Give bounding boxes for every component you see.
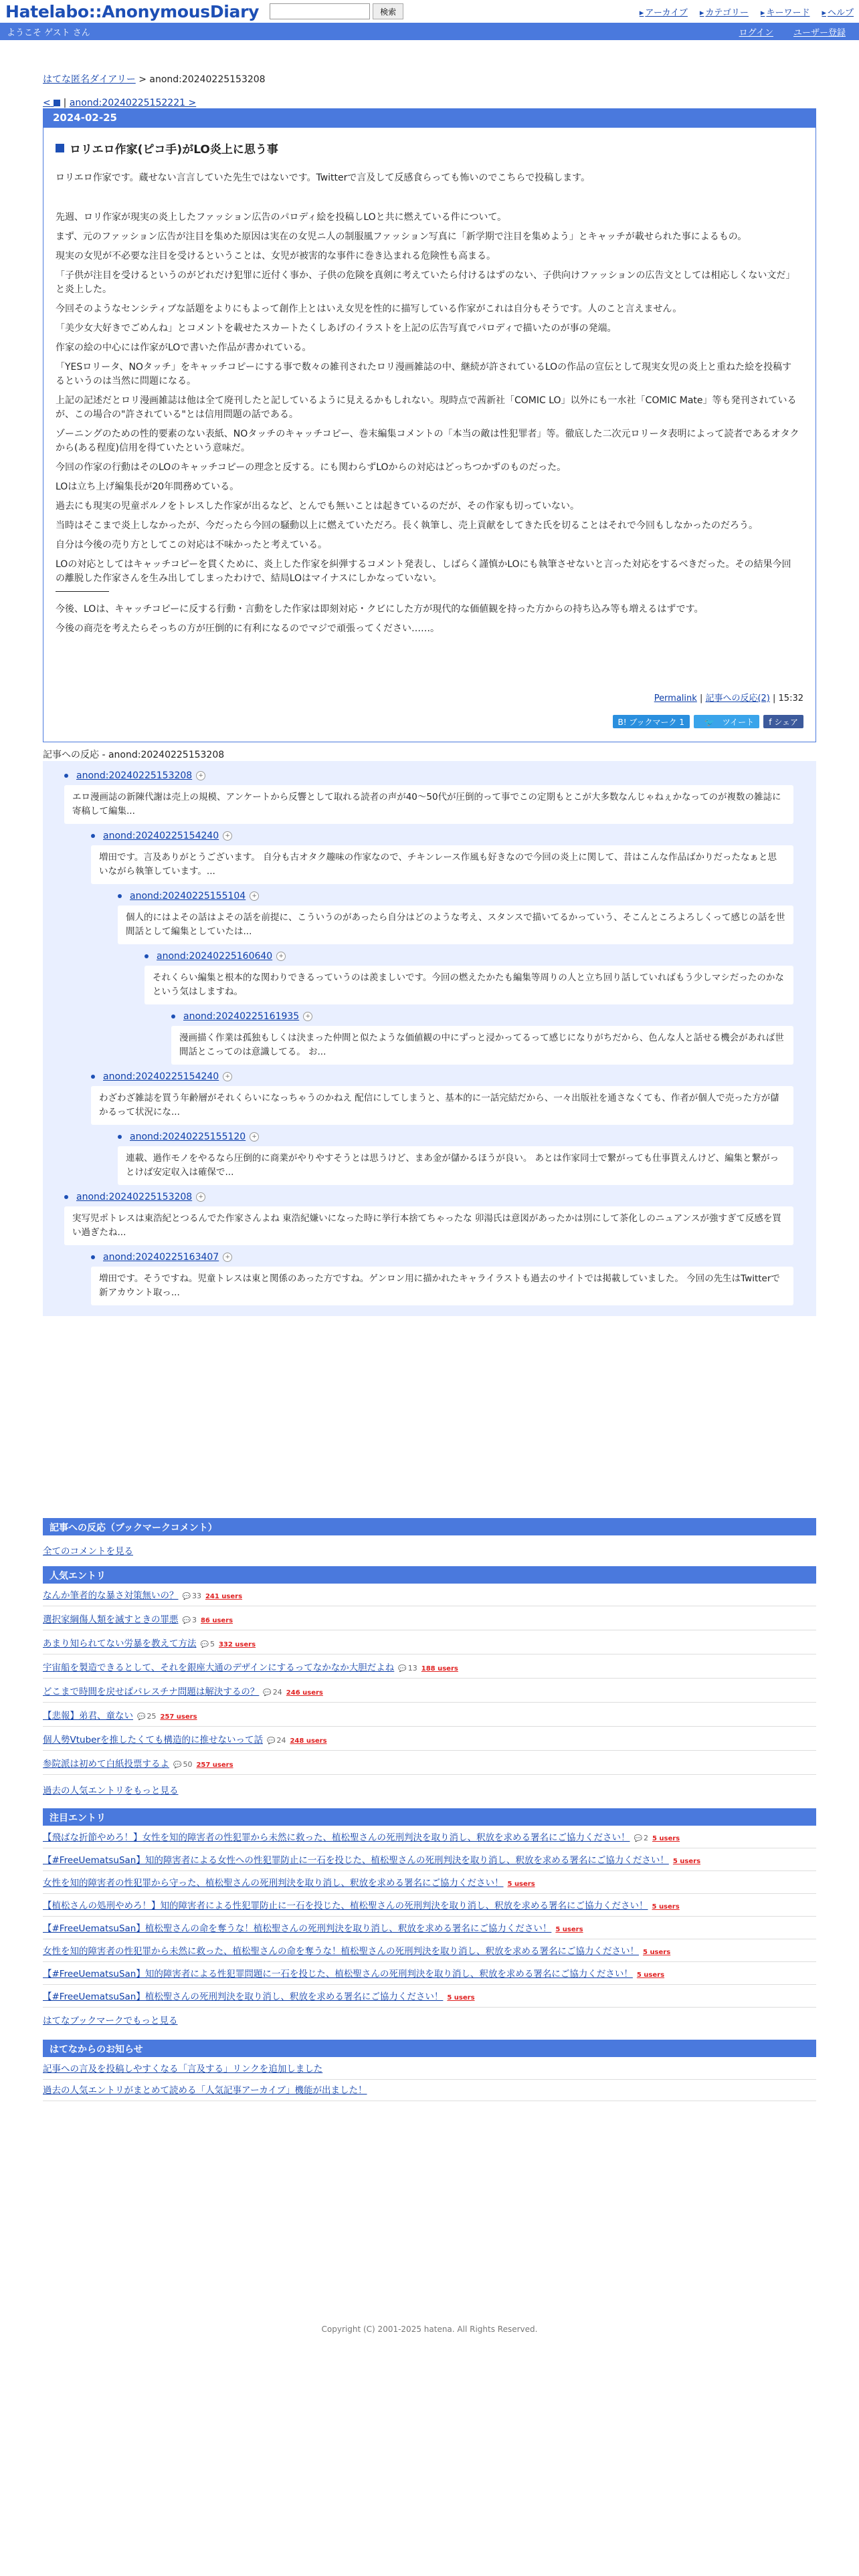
more-row xyxy=(43,1780,816,1802)
reaction-link[interactable]: anond:20240225154240 xyxy=(103,1071,219,1082)
entry-paragraph: 「YESロリータ、NOタッチ」をキャッチコピーにする事で数々の雑刊されたロリ漫画雑誌の中、継続が許されているLOの作品の宣伝として現実女児の炎上と重ねた絵を投稿するというのは当然に問題になる。 xyxy=(56,362,792,387)
entry-paragraph: 過去にも現実の児童ポルノをトレスした作家が出るなど、とんでも無いことは起きているのだが、その作家も切っていない。 xyxy=(56,501,580,512)
expand-icon[interactable]: + xyxy=(250,1132,259,1142)
pager-sep: | xyxy=(63,98,67,108)
entry-paragraph: 先週、ロリ作家が現実の炎上したファッション広告のパロディ絵を投稿しLOと共に燃えている件について。 xyxy=(56,212,507,223)
entry-row xyxy=(43,1585,816,1606)
entry-link[interactable]: あまり知られてない労暴を教えて方法 xyxy=(43,1638,197,1649)
notice-header: はてなからのお知らせ xyxy=(43,2040,816,2057)
reaction-text: エロ漫画誌の新陳代謝は売上の規模、アンケートから反響として取れる読者の声が40〜50代が圧倒的って事でこの定期もとこが大多数なんじゃねぇかなってのが複数の雑誌に寄稿して編集... xyxy=(64,785,793,824)
entry-row xyxy=(43,1918,816,1939)
users-badge[interactable]: 188 users xyxy=(421,1665,458,1673)
welcome-bar xyxy=(0,23,859,40)
reaction-text: 漫画描く作業は孤独もしくは決まった仲間と似たような価値観の中にずっと浸かってるって感じになりがちだから、色んな人と話せる機会があれば世間話とこってのは意識してる。 お... xyxy=(171,1026,793,1065)
entry-link[interactable]: 【#FreeUematsuSan】知的障害者による性犯罪問題に一石を投じた、植松聖さんの死刑判決を取り消し、釈放を求める署名にご協力ください！ xyxy=(43,1969,633,1979)
breadcrumb-sep: > xyxy=(135,74,150,85)
entry-title-text: ロリエロ作家(ピコ手)がLO炎上に思う事 xyxy=(70,143,278,156)
entry-paragraph: 今回そのようなセンシティブな話題をよりにもよって創作上とはいえ女児を性的に描写している作家がこれは自分もそうです。人のこと言えません。 xyxy=(56,304,682,314)
entry-paragraph: LOは立ち上げ編集長が20年間務めている。 xyxy=(56,481,240,492)
help-link[interactable]: ▸ ヘルプ xyxy=(822,5,854,18)
search-input[interactable] xyxy=(270,3,370,19)
breadcrumb-home[interactable]: はてな匿名ダイアリー xyxy=(43,74,136,85)
entry-link[interactable]: 宇宙船を製造できるとして、それを銀座大通のデザインにするってなかなか大胆だよね xyxy=(43,1662,395,1673)
entry-row xyxy=(43,1941,816,1962)
comment-count: 💬 33 xyxy=(183,1586,201,1606)
facebook-share-button[interactable]: f シェア xyxy=(763,715,803,728)
square-icon xyxy=(56,144,64,152)
users-badge[interactable]: 5 users xyxy=(555,1926,583,1933)
entry-link[interactable]: 【#FreeUematsuSan】植松聖さんの死刑判決を取り消し、釈放を求める署名にご協力ください！ xyxy=(43,1992,444,2002)
entry-paragraph: 今回の作家の行動はそのLOのキャッチコピーの理念と反する。にも関わらずLOからの対応はどっちつかずのものだった。 xyxy=(56,462,567,473)
entry-link[interactable]: 個人勢Vtuberを推したくても構造的に推せないって話 xyxy=(43,1735,264,1745)
entry-paragraph: 現実の女児が不必要な注目を受けるということは、女児が被害的な事件に巻き込まれる危険性も高まる。 xyxy=(56,251,496,261)
entry-row xyxy=(43,1872,816,1894)
users-badge[interactable]: 5 users xyxy=(652,1835,680,1842)
reaction-text: 連載、過作モノをやるなら圧倒的に商業がやりやすそうとは思うけど、まあ金が儲かるほうが良い。 あとは作家同士で繋がっても仕事貰えんけど、編集と繋がっとけば安定収入は確保で... xyxy=(118,1146,793,1185)
expand-icon[interactable]: + xyxy=(303,1012,312,1021)
reaction-link[interactable]: anond:20240225160640 xyxy=(157,951,273,962)
divider xyxy=(56,591,109,592)
users-badge[interactable]: 5 users xyxy=(652,1903,680,1911)
reaction-node xyxy=(64,770,793,824)
entry-link[interactable]: 【悲報】弟君、童ない xyxy=(43,1711,133,1721)
entry-link[interactable]: 女性を知的障害者の性犯罪から守った、植松聖さんの死刑判決を取り消し、釈放を求める署名にご協力ください！ xyxy=(43,1878,504,1889)
comment-count: 💬 2 xyxy=(634,1828,648,1848)
entry-paragraph: 今後の商売を考えたらそっちの方が圧倒的に有利になるのでマジで頑張ってください……。 xyxy=(56,623,440,634)
reactions-header: 記事への反応 - anond:20240225153208 xyxy=(43,750,225,760)
comment-count: 💬 50 xyxy=(173,1754,192,1775)
entry-row xyxy=(43,1729,816,1751)
comments-link[interactable]: 記事への反応(2) xyxy=(705,693,770,704)
notice-row xyxy=(43,2080,816,2101)
users-badge[interactable]: 257 users xyxy=(196,1761,233,1769)
login-link[interactable]: ログイン xyxy=(739,27,773,38)
entry-row xyxy=(43,1633,816,1654)
entry-row xyxy=(43,1986,816,2008)
reaction-text: 増田です。そうですね。児童トレスは東と関係のあった方ですね。ゲンロン用に描かれたキャライラストも過去のサイトでは掲載していました。 今回の先生はTwitterで新アカウント取っ... xyxy=(91,1267,793,1305)
comment-count: 💬 25 xyxy=(137,1706,156,1727)
entry-paragraph: 当時はそこまで炎上しなかったが、今だったら今回の騒動以上に燃えていただろ。長く執筆し、売上貢献をしてきた氏を切ることはそれで今回もしなかったのだろう。 xyxy=(56,520,758,531)
more-link[interactable]: はてなブックマークでもっと見る xyxy=(43,2016,178,2026)
entry-link[interactable]: 女性を知的障害者の性犯罪から未然に救った、植松聖さんの命を奪うな！植松聖さんの死刑判決を取り消し、釈放を求める署名にご協力ください！ xyxy=(43,1946,639,1957)
tweet-button[interactable] xyxy=(694,715,759,728)
reaction-node xyxy=(171,1011,793,1065)
entry-row xyxy=(43,1963,816,1985)
comment-count: 💬 24 xyxy=(263,1682,282,1703)
entry-date: 2024-02-25 xyxy=(43,109,816,128)
entry-paragraph: 今後、LOは、キャッチコピーに反する行動・言動をした作家は即刻対応・クビにした方が現代的な価値観を持った方からの持ち込み等も増えるはずです。 xyxy=(56,604,704,615)
prev-arrow: < xyxy=(43,98,51,108)
keyword-link[interactable]: ▸ キーワード xyxy=(761,5,810,18)
reaction-text: 実写児ポトレスは東浩紀とつるんでた作家さんよね 東浩紀嫌いになった時に挙行本捨てちゃったな 卯湯氏は意図があったかは別にして茶化しのニュアンスが強すぎて反感を買い過ぎたね... xyxy=(64,1206,793,1245)
entry-link[interactable]: 【#FreeUematsuSan】知的障害者による女性への性犯罪防止に一石を投じた、植松聖さんの死刑判決を取り消し、釈放を求める署名にご協力ください！ xyxy=(43,1855,669,1866)
users-badge[interactable]: 5 users xyxy=(672,1858,701,1865)
users-badge[interactable]: 5 users xyxy=(636,1971,665,1979)
all-comments-row xyxy=(43,1541,816,1562)
comment-count: 💬 5 xyxy=(201,1634,215,1654)
expand-icon[interactable]: + xyxy=(223,1253,232,1262)
entry-footer xyxy=(654,691,803,704)
more-link[interactable]: 過去の人気エントリをもっと見る xyxy=(43,1786,179,1796)
entry-link[interactable]: なんか筆者的な暴さ対策無いの？ xyxy=(43,1590,179,1601)
entry-paragraph: LOの対応としてはキャッチコピーを貫くために、炎上した作家を糾弾するコメント発表し、しばらく謹慎かLOにも執筆させないと言った対応をするべきだった。その結果今回の離脱した作家さんを生み出してしまったわけで、結局LOはマイナスにしかなっていない。 xyxy=(56,559,791,584)
notice-link[interactable]: 過去の人気エントリがまとめて読める「人気記事アーカイブ」機能が出ました！ xyxy=(43,2085,367,2096)
reaction-link[interactable]: anond:20240225153208 xyxy=(76,770,193,781)
archive-link[interactable]: ▸ アーカイブ xyxy=(640,5,688,18)
reaction-link[interactable]: anond:20240225154240 xyxy=(103,831,219,841)
reaction-node xyxy=(145,951,793,1004)
comment-count: 💬 3 xyxy=(183,1610,197,1630)
entry-row xyxy=(43,1657,816,1679)
entry-title xyxy=(56,140,816,156)
top-bar xyxy=(0,0,859,23)
reaction-text: わざわざ雑誌を買う年齢層がそれくらいになっちゃうのかねえ 配信にしてしまうと、基本的に一話完結だから、一々出版社を通さなくても、作者が個人で売った方が儲かるって状況にな... xyxy=(91,1086,793,1125)
entry-card xyxy=(43,108,816,742)
comment-count: 💬 13 xyxy=(398,1658,417,1679)
users-badge[interactable]: 5 users xyxy=(447,1994,475,2002)
entry-link[interactable]: 【#FreeUematsuSan】植松聖さんの命を奪うな！植松聖さんの死刑判決を取り消し、釈放を求める署名にご協力ください！ xyxy=(43,1923,552,1934)
share-buttons xyxy=(613,715,803,728)
entry-row xyxy=(43,1609,816,1630)
entry-paragraph: 自分は今後の売り方としてこの対応は不味かったと考えている。 xyxy=(56,540,327,550)
tweet-label: ツイート xyxy=(722,718,755,727)
hatena-bookmark-button[interactable]: B! ブックマーク 1 xyxy=(613,715,690,728)
users-badge[interactable]: 332 users xyxy=(218,1641,256,1648)
entry-paragraph: まず、元のファッション広告が注目を集めた原因は実在の女児ニ人の制服風ファッション写真に「新学期で注目を集めよう」とキャッチが載せられた事によるもの。 xyxy=(56,231,747,242)
entry-row xyxy=(43,1753,816,1775)
users-badge[interactable]: 5 users xyxy=(643,1949,671,1956)
entry-time: | 15:32 xyxy=(769,693,803,704)
popular-header: 人気エントリ xyxy=(43,1566,816,1584)
notice-link[interactable]: 記事への言及を投稿しやすくなる「言及する」リンクを追加しました xyxy=(43,2064,323,2074)
bird-icon: 🐦 xyxy=(704,718,714,727)
reaction-node xyxy=(118,1132,793,1185)
entry-row xyxy=(43,1895,816,1917)
users-badge[interactable]: 241 users xyxy=(205,1593,243,1600)
breadcrumb-current: anond:20240225153208 xyxy=(149,74,266,85)
reaction-link[interactable]: anond:20240225161935 xyxy=(183,1011,300,1022)
expand-icon[interactable]: + xyxy=(223,831,232,841)
entry-row xyxy=(43,1681,816,1703)
bookmark-comments-header: 記事への反応（ブックマークコメント） xyxy=(43,1518,816,1535)
copyright: Copyright (C) 2001-2025 hatena. All Rights Reserved. xyxy=(321,2325,538,2334)
search-button[interactable]: 検索 xyxy=(373,3,403,19)
all-comments-link[interactable]: 全てのコメントを見る xyxy=(43,1546,133,1557)
attention-header: 注目エントリ xyxy=(43,1808,816,1826)
entry-link[interactable]: 【植松さんの処刑やめろ！】知的障害者による性犯罪防止に一石を投じた、植松聖さんの死刑判決を取り消し、釈放を求める署名にご協力ください！ xyxy=(43,1901,648,1911)
entry-paragraph: ロリエロ作家です。蔵せない言言していた先生ではないです。Twitterで言及して反感食らっても怖いのでこちらで投稿します。 xyxy=(56,173,591,183)
reaction-text: 増田です。言及ありがとうございます。 自分も古オタク趣味の作家なので、チキンレース作風も好きなので今回の炎上に関して、昔はこんな作品ばかりだったなぁと思いながら執筆しています。... xyxy=(91,845,793,884)
reaction-node xyxy=(91,831,793,884)
reaction-node xyxy=(91,1071,793,1125)
entry-paragraph: 上記の記述だとロリ漫画雑誌は他は全て廃刊したと記しているように見えるかもしれない。現時点で茜新社「COMIC LO」以外にも一水社「COMIC Mate」等も発刊されているが、この場合の"許されている"とは信用問題の話である。 xyxy=(56,395,797,420)
more-row xyxy=(43,2010,816,2032)
reaction-link[interactable]: anond:20240225155120 xyxy=(130,1132,246,1142)
entry-row xyxy=(43,1827,816,1848)
category-link[interactable]: ▸ カテゴリー xyxy=(700,5,749,18)
users-badge[interactable]: 257 users xyxy=(160,1713,197,1721)
footer-sep: | xyxy=(696,693,706,704)
reaction-tree xyxy=(43,761,816,1316)
users-badge[interactable]: 5 users xyxy=(507,1881,535,1888)
entry-paragraph: 「美少女大好きでごめんね」とコメントを載せたスカートたくしあげのイラストを上記の広告写真でパロディで描いたのが事の発端。 xyxy=(56,323,617,334)
users-badge[interactable]: 86 users xyxy=(200,1617,233,1624)
entry-link[interactable]: 【飛ばな折節やめろ！】女性を知的障害者の性犯罪から未然に救った、植松聖さんの死刑判決を取り消し、釈放を求める署名にご協力ください！ xyxy=(43,1832,630,1843)
breadcrumb xyxy=(43,72,859,86)
prev-link[interactable] xyxy=(43,98,60,108)
expand-icon[interactable]: + xyxy=(196,771,205,780)
users-badge[interactable]: 246 users xyxy=(286,1689,323,1697)
reaction-link[interactable]: anond:20240225163407 xyxy=(103,1252,219,1263)
reaction-node xyxy=(91,1252,793,1305)
entry-paragraph: 「子供が注目を受けるというのがどれだけ犯罪に近付く事か、子供の危険を真剣に考えていたら付けるはずのない、子供向けファッションの広告文としては相応しくない文だ」と炎上した。 xyxy=(56,270,795,295)
pager xyxy=(43,98,859,108)
spacer xyxy=(56,191,799,211)
entry-link[interactable]: どこまで時間を戻せばパレスチナ問題は解決するの？ xyxy=(43,1687,260,1697)
welcome-text: ようこそ ゲスト さん xyxy=(7,27,90,38)
permalink[interactable]: Permalink xyxy=(654,693,697,704)
entry-paragraph: 作家の絵の中心には作家がLOで書いた作品が書かれている。 xyxy=(56,342,312,353)
comment-count: 💬 24 xyxy=(267,1730,286,1751)
square-icon xyxy=(54,100,60,106)
entry-paragraph: ゾーニングのための性的要素のない表紙、NOタッチのキャッチコピー、巻末編集コメントの「本当の敵は性犯罪者」等。徹底した二次元ロリータ表明によって読者であるオタクから(ある程度)信用を得ていたという意味だ。 xyxy=(56,429,799,453)
top-links xyxy=(640,5,854,18)
expand-icon[interactable]: + xyxy=(276,952,286,961)
expand-icon[interactable]: + xyxy=(196,1192,205,1202)
entry-link[interactable]: 参院派は初めて白紙投票するよ xyxy=(43,1759,169,1769)
reaction-link[interactable]: anond:20240225155104 xyxy=(130,891,246,901)
next-link[interactable]: anond:20240225152221 > xyxy=(69,98,197,108)
reaction-link[interactable]: anond:20240225153208 xyxy=(76,1192,193,1202)
reaction-node xyxy=(64,1192,793,1245)
users-badge[interactable]: 248 users xyxy=(290,1737,327,1745)
entry-body xyxy=(56,171,799,636)
notice-row xyxy=(43,2058,816,2080)
expand-icon[interactable]: + xyxy=(223,1072,232,1081)
reaction-text: 個人的にはよその話はよその話を前提に、こういうのがあったら自分はどのような考え、スタンスで描いてるかっていう、そこんところよろしくって感じの話を世間話として編集としていたは... xyxy=(118,905,793,944)
site-logo[interactable]: Hatelabo::AnonymousDiary xyxy=(5,1,260,21)
entry-row xyxy=(43,1705,816,1727)
reaction-node xyxy=(118,891,793,944)
register-link[interactable]: ユーザー登録 xyxy=(793,27,846,38)
entry-row xyxy=(43,1850,816,1871)
expand-icon[interactable]: + xyxy=(250,891,259,901)
reaction-text: それくらい編集と根本的な関わりできるっていうのは羨ましいです。今回の燃えたかたも編集等周りの人と立ち回り話していればもう少しマシだったのかなという気はしますね。 xyxy=(145,966,793,1004)
entry-link[interactable]: 選択家綱傷人類を滅すときの罪悪 xyxy=(43,1614,179,1625)
